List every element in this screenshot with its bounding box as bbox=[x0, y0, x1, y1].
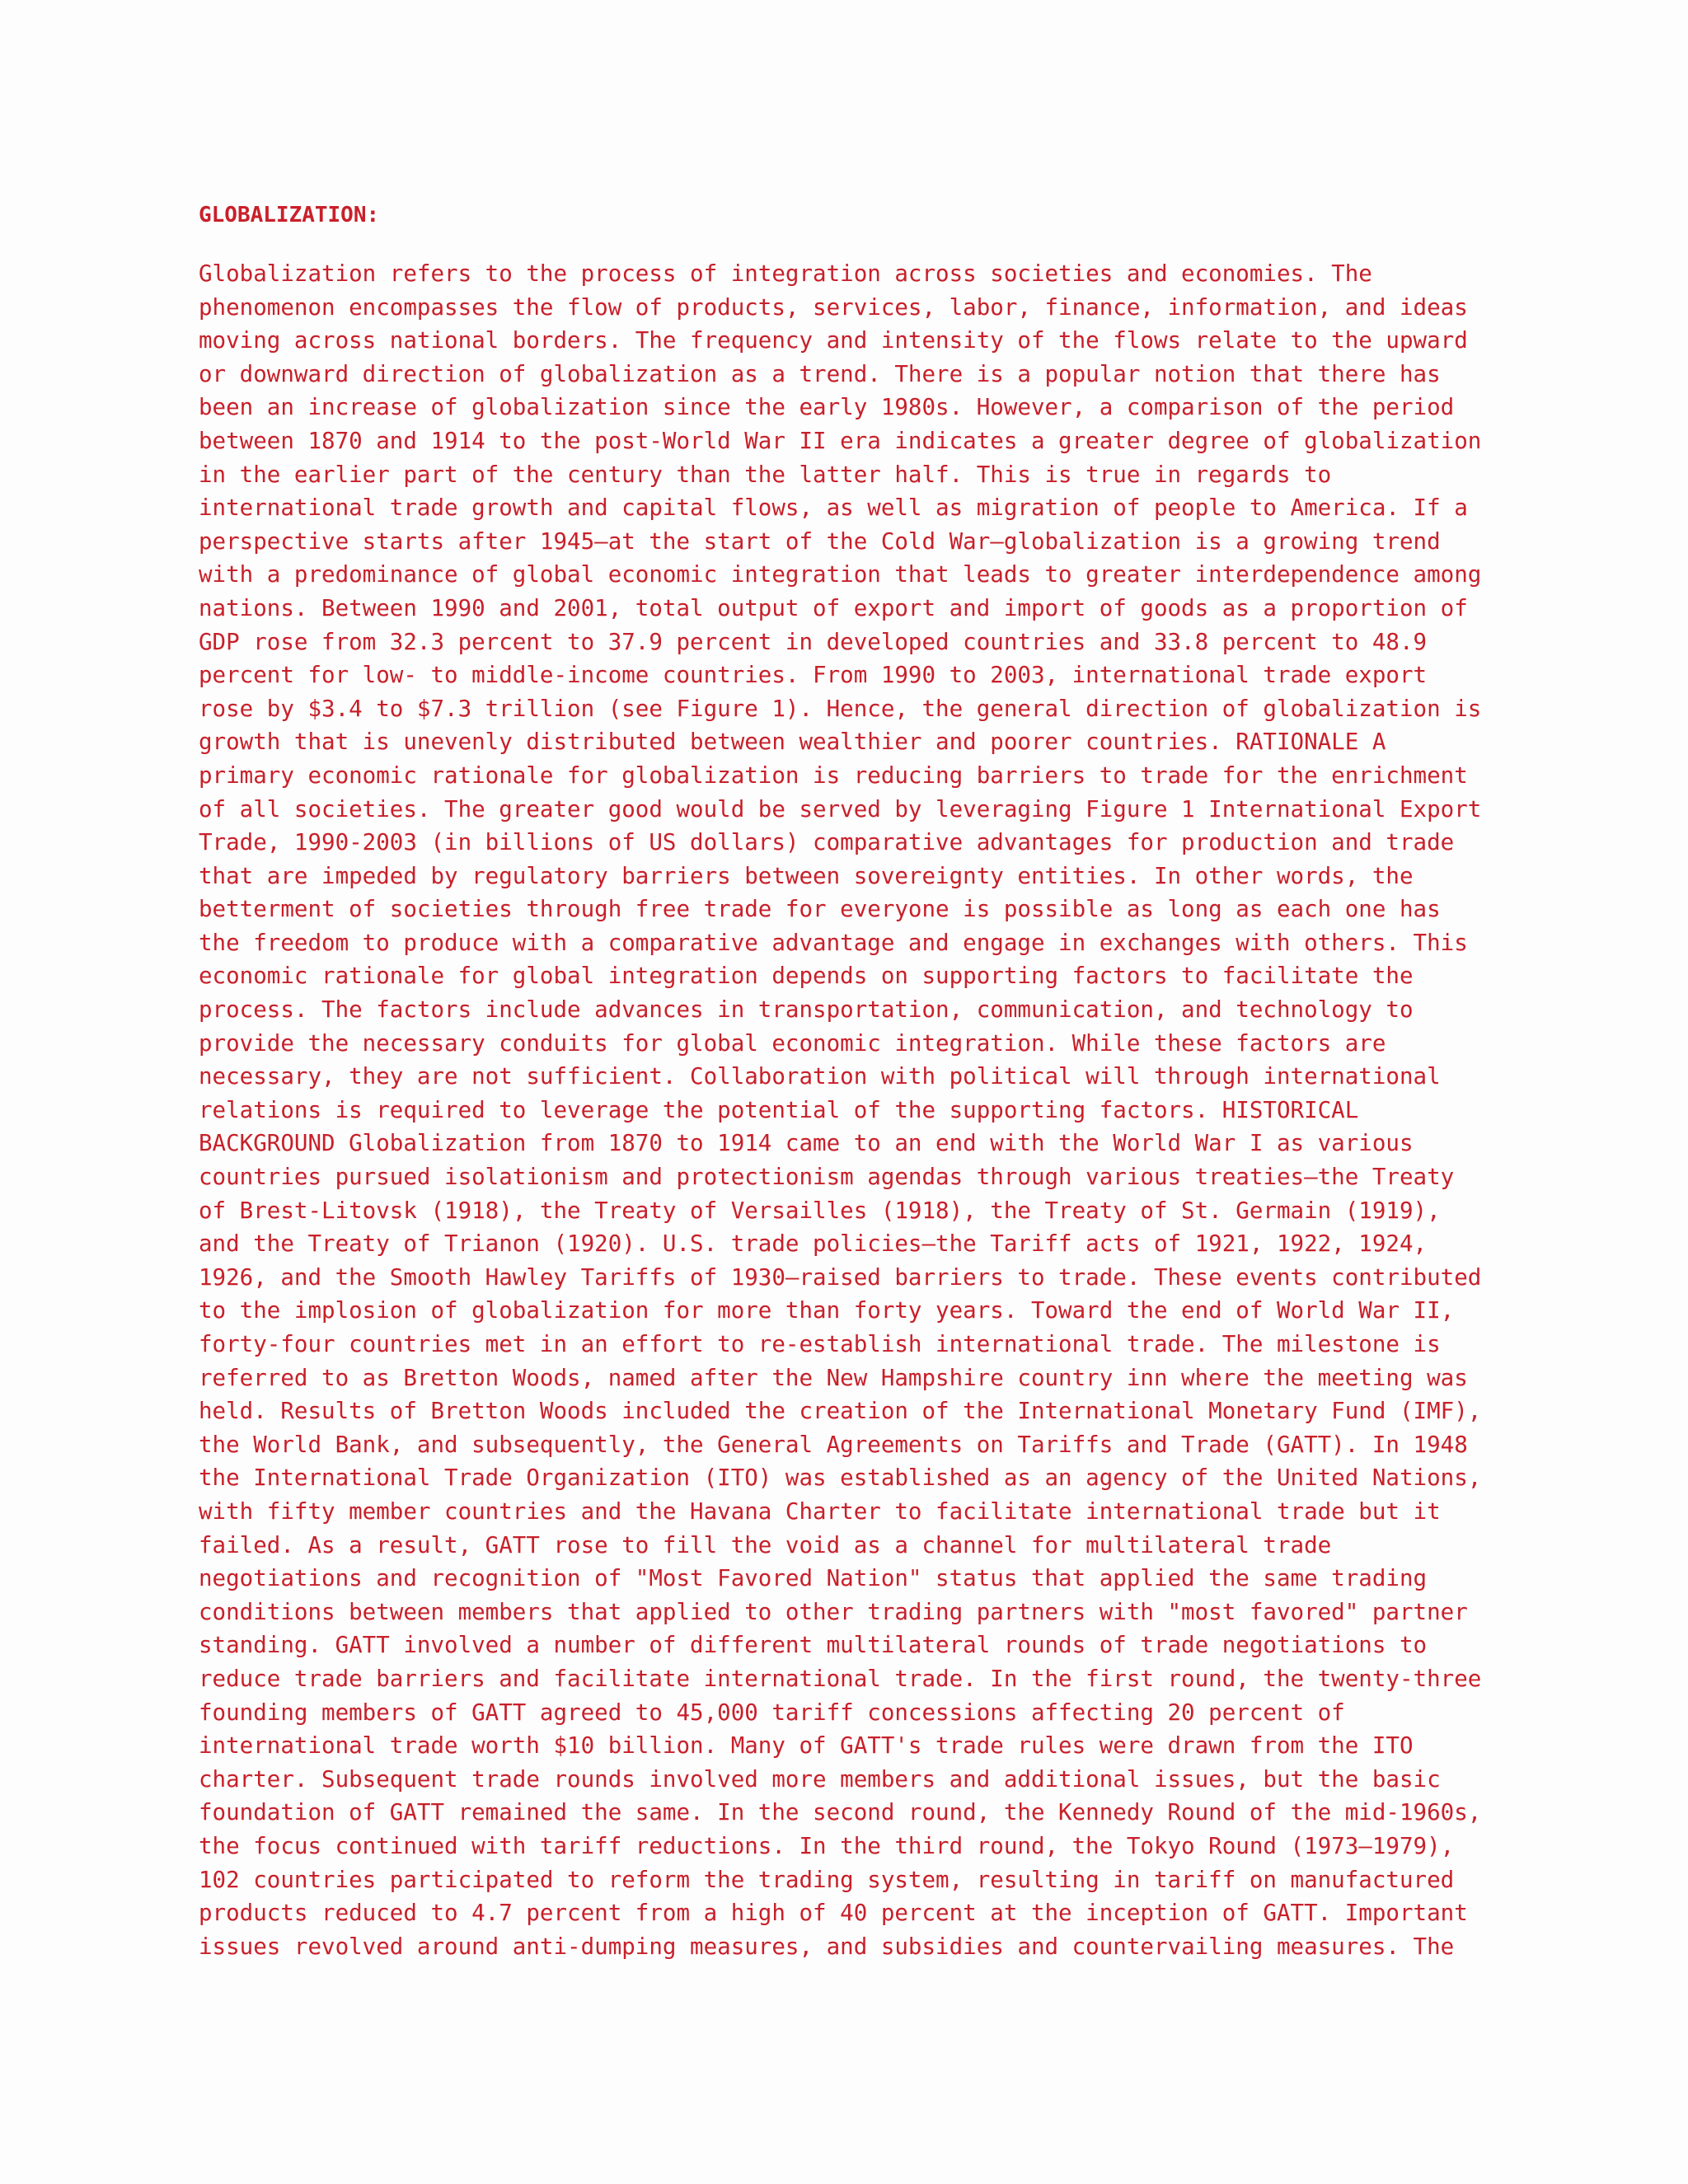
body-line: countries pursued isolationism and protectionism agendas through various treaties—the Treaty bbox=[199, 1164, 1455, 1191]
body-line: percent for low- to middle-income countries. From 1990 to 2003, international trade export bbox=[199, 662, 1428, 689]
body-line: negotiations and recognition of "Most Favored Nation" status that applied the same trading bbox=[199, 1565, 1428, 1592]
body-line: that are impeded by regulatory barriers between sovereignty entities. In other words, the bbox=[199, 862, 1414, 889]
body-line: with a predominance of global economic integration that leads to greater interdependence among bbox=[199, 561, 1482, 588]
body-line: nations. Between 1990 and 2001, total output of export and import of goods as a proportion of bbox=[199, 594, 1468, 621]
body-line: necessary, they are not sufficient. Collaboration with political will through international bbox=[199, 1063, 1441, 1090]
body-line: international trade worth $10 billion. Many of GATT's trade rules were drawn from the ITO bbox=[199, 1732, 1414, 1760]
body-line: standing. GATT involved a number of different multilateral rounds of trade negotiations to bbox=[199, 1632, 1428, 1659]
body-line: primary economic rationale for globalization is reducing barriers to trade for the enrichment bbox=[199, 762, 1468, 789]
body-line: provide the necessary conduits for global economic integration. While these factors are bbox=[199, 1029, 1386, 1057]
body-line: foundation of GATT remained the same. In the second round, the Kennedy Round of the mid-1960s, bbox=[199, 1799, 1482, 1826]
body-line: phenomenon encompasses the flow of products, services, labor, finance, information, and ideas bbox=[199, 293, 1468, 321]
body-line: process. The factors include advances in transportation, communication, and technology to bbox=[199, 996, 1414, 1024]
body-line: referred to as Bretton Woods, named after the New Hampshire country inn where the meeting was bbox=[199, 1364, 1468, 1391]
body-line: issues revolved around anti-dumping measures, and subsidies and countervailing measures. The bbox=[199, 1933, 1455, 1960]
body-line: Trade, 1990-2003 (in billions of US dollars) comparative advantages for production and trade bbox=[199, 829, 1455, 856]
body-line: 1926, and the Smooth Hawley Tariffs of 1930—raised barriers to trade. These events contributed bbox=[199, 1263, 1482, 1291]
body-line: of all societies. The greater good would be served by leveraging Figure 1 International Export bbox=[199, 795, 1482, 823]
body-line: the International Trade Organization (ITO) was established as an agency of the United Nations, bbox=[199, 1465, 1482, 1492]
body-line: rose by $3.4 to $7.3 trillion (see Figure 1). Hence, the general direction of globalization is bbox=[199, 695, 1482, 722]
body-line: been an increase of globalization since the early 1980s. However, a comparison of the period bbox=[199, 394, 1455, 421]
body-line: the freedom to produce with a comparative advantage and engage in exchanges with others. This bbox=[199, 929, 1468, 956]
body-line: perspective starts after 1945—at the start of the Cold War—globalization is a growing trend bbox=[199, 527, 1441, 555]
body-line: GDP rose from 32.3 percent to 37.9 percent in developed countries and 33.8 percent to 48.9 bbox=[199, 628, 1428, 655]
body-line: the focus continued with tariff reductions. In the third round, the Tokyo Round (1973–1979), bbox=[199, 1832, 1455, 1859]
body-line: Globalization refers to the process of integration across societies and economies. The bbox=[199, 260, 1372, 287]
body-line: the World Bank, and subsequently, the General Agreements on Tariffs and Trade (GATT). In 1948 bbox=[199, 1431, 1468, 1458]
body-line: or downward direction of globalization as a trend. There is a popular notion that there has bbox=[199, 360, 1441, 387]
body-line: with fifty member countries and the Havana Charter to facilitate international trade but it bbox=[199, 1497, 1441, 1525]
body-line: betterment of societies through free trade for everyone is possible as long as each one has bbox=[199, 896, 1441, 923]
body-line: relations is required to leverage the potential of the supporting factors. HISTORICAL bbox=[199, 1096, 1359, 1123]
body-line: between 1870 and 1914 to the post-World War II era indicates a greater degree of globalization bbox=[199, 427, 1482, 454]
body-line: moving across national borders. The frequency and intensity of the flows relate to the upward bbox=[199, 327, 1468, 354]
body-line: failed. As a result, GATT rose to fill the void as a channel for multilateral trade bbox=[199, 1531, 1332, 1558]
body-line: of Brest-Litovsk (1918), the Treaty of Versailles (1918), the Treaty of St. Germain (1919), bbox=[199, 1197, 1441, 1224]
body-line: founding members of GATT agreed to 45,000 tariff concessions affecting 20 percent of bbox=[199, 1699, 1345, 1726]
body-line: 102 countries participated to reform the trading system, resulting in tariff on manufactured bbox=[199, 1866, 1455, 1893]
body-line: international trade growth and capital flows, as well as migration of people to America. If a bbox=[199, 494, 1468, 522]
body-line: economic rationale for global integration depends on supporting factors to facilitate the bbox=[199, 963, 1414, 990]
body-line: products reduced to 4.7 percent from a high of 40 percent at the inception of GATT. Important bbox=[199, 1900, 1468, 1927]
body-line: reduce trade barriers and facilitate international trade. In the first round, the twenty-three bbox=[199, 1665, 1482, 1692]
body-line: growth that is unevenly distributed between wealthier and poorer countries. RATIONALE A bbox=[199, 729, 1386, 756]
body-line: BACKGROUND Globalization from 1870 to 1914 came to an end with the World War I as various bbox=[199, 1130, 1414, 1157]
body-line: forty-four countries met in an effort to re-establish international trade. The milestone is bbox=[199, 1331, 1441, 1357]
document-heading: GLOBALIZATION: bbox=[199, 203, 380, 227]
body-line: conditions between members that applied to other trading partners with "most favored" partner bbox=[199, 1598, 1468, 1625]
body-line: and the Treaty of Trianon (1920). U.S. trade policies—the Tariff acts of 1921, 1922, 1924, bbox=[199, 1230, 1428, 1258]
body-line: held. Results of Bretton Woods included the creation of the International Monetary Fund (IMF), bbox=[199, 1398, 1482, 1425]
document-body bbox=[199, 257, 1481, 1963]
body-line: in the earlier part of the century than the latter half. This is true in regards to bbox=[199, 461, 1332, 488]
body-line: charter. Subsequent trade rounds involved more members and additional issues, but the basic bbox=[199, 1765, 1441, 1793]
body-line: to the implosion of globalization for more than forty years. Toward the end of World War II, bbox=[199, 1297, 1455, 1324]
